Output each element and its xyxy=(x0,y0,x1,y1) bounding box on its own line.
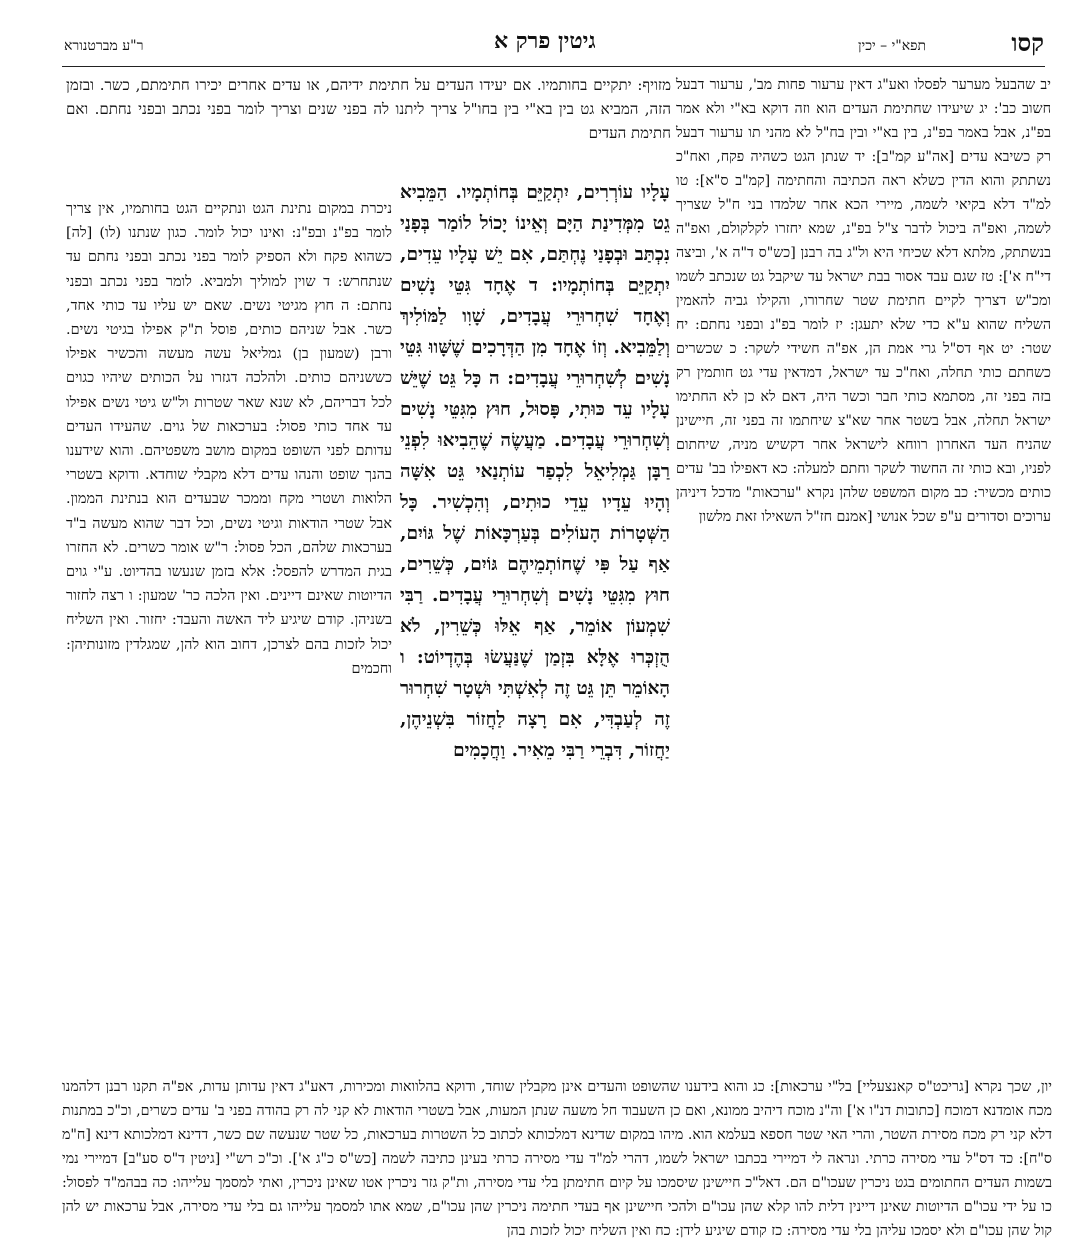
commentator-name: ר"ע מברטנורא xyxy=(64,38,144,54)
page-range: תפא"י – יכין xyxy=(857,38,926,54)
commentary-tiferet-yisrael: יב שהבעל מערער לפסלו ואע"ג דאין ערעור פחות מב', ערעור דבעל חשוב כב': יג שיעידו שחתימת העדים הוא וזה דוקא בא"י ולא אמר בפ"נ, אבל באמר בפ"נ, בין בא"י ובין בח"ל לא מהני תו ערעור דבעל רק כשיבא עדים [אה"ע קמ"ב]: יד שנתן הגט כשהיה פקח, ואח"כ נשתתק והוא הדין כשלא ראה הכתיבה והחתימה [קמ"ב ס"א]: טו למ"ד דלא בקיאי לשמה, מיירי הכא אחר שלמדו בני ח"ל שצריך לשמה, ואפ"ה ביכול לדבר צ"ל בפ"נ, שמא יחזרו לקלקולם, ואפ"ה בנשתתק, מלתא דלא שכיחי היא ול"ג בה רבנן [כש"ס ד"ה א', וביצה די"ח א']: טז שגם עבד אסור בבת ישראל עד שיקבל גט שנכתב לשמו ומכ"ש דצריך לקיים חתימת שטר שחרורו, והקילו גביה להאמין השליח שהוא ע"א כדי שלא יתעגן: יז לומר בפ"נ ובפני נחתם: יח שטר: יט אף דס"ל גרי אמת הן, אפ"ה חשידי לשקר: כ שכשרים כשחתם כותי תחלה, ואח"כ עד ישראל, דמדאין עדי גט חותמין רק בזה בפני זה, מסתמא כותי חבר וכשר היה, דאם לא כן לא החתימו ישראל תחלה, אבל בשטר אחר שא"צ שיחתמו זה בפני זה, חיישינן שהניח העד האחרון רווחא לישראל אחר דקשיש מניה, שיחתום לפניו, ובא כותי זה החשוד לשקר וחתם למעלה: כא דאפילו בב' עדים כותים מכשיר: כב מקום המשפט שלהן נקרא "ערכאות" מדכל דיניהן ערוכים וסדורים ע"פ שכל אנושי [אמנם חז"ל השאילו זאת מלשון xyxy=(676,77,1051,525)
tractate-title: גיטין פרק א xyxy=(494,28,596,54)
page-number: קסו xyxy=(1011,28,1044,57)
header-divider xyxy=(62,66,1045,67)
bartenura-commentary: ניכרת במקום נתינת הגט ונתקיים הגט בחותמיו, אין צריך לומר בפ"נ ובפ"נ: ואינו יכול לומר. כגון שנתנו (לו) [לה] כשהוא פקח ולא הספיק לומר בפני נכתב ובפני נחתם עד שנתחרש: ד שוין למוליך ולמביא. לומר בפני נכתב ובפני נחתם: ה חוץ מגיטי נשים. שאם יש עליו עד כותי אחד, כשר. אבל שניהם כותים, פוסל ת"ק אפילו בגיטי נשים. ורבן (שמעון בן) גמליאל עשה מעשה והכשיר אפילו כששניהם כותים. ולהלכה דגזרו על הכותים שיהיו כגוים לכל דבריהם, לא שנא שאר שטרות ול"ש גיטי נשים אפילו עד אחד כותי פסול: בערכאות של גוים. שהעידו העדים עדותם לפני השופט במקום מושב משפטיהם. והוא שידענו בהנך שופט והנהו עדים דלא מקבלי שוחדא. ודוקא בשטרי הלואות ושטרי מקח וממכר שבעדים הוא בנתינת הממון. אבל שטרי הודאות וגיטי נשים, וכל דבר שהוא מעשה ב"ד בערכאות שלהם, הכל פסול: ר"ש אומר כשרים. לא החזרו בגית המדרש להפסל: אלא בזמן שנעשו בהדיוט. ע"י גוים הדיוטות שאינם דיינים. ואין הלכה כר' שמעון: ו רצה לחזור בשניהן. קודם שיגיע ליד האשה והעבד: יחזור. ואין השליח יכול לזכות בהם לצרכן, דחוב הוא להן, שמגלדין מזונותיהן: וחכמים xyxy=(66,201,392,677)
bartenura-top: מזויף: יתקיים בחותמיו. אם יעידו העדים על חתימת ידיהם, או עדים אחרים יכירו חתימתם, כשר. ובזמן הזה, המביא גט בין בא"י בין בחו"ל צריך ליתנו לה בפני שנים וצריך לומר בפני נכתב ובפני נחתם. ואם חתימת העדים xyxy=(66,76,671,142)
commentary-bottom: יון, שכך נקרא [גריכט"ס קאנצעליי] בל"י ערכאות]: כג והוא בידענו שהשופט והעדים אינן מקבלין שוחד, ודוקא בהלוואות ומכירות, דאע"ג דאין עדותן עדות, אפ"ה תקנו רבנן דלהמנו מכח אומדנא דמוכח [כתובות דנ"ו א'] וה"נ מוכח דיהיב ממונא, ואם כן השעבוד חל משעה שנתן המעות, אבל בשטרי הודאות לא קני לה רק בהודה בפני ב' עדים כשרים, וכ"כ במתנות דלא קני רק מכח מסירת השטר, והרי האי שטר חספא בעלמא הוא. מיהו במקום שדינא דמלכותא לכתוב כל השטרות בערכאות, כל שטר שנעשה שם כשר, דדינא דמלכותא דינא [ח"מ ס"ח]: כד דס"ל עדי מסירה כרתי. ונראה לי דמיירי בכתבו ישראל לשמו, דהרי למ"ד עדי מסירה כרתי בעינן כתיבה לשמה [כש"ס כ"ג א']. וכ"כ רש"י [גיטין ד"ס סע"ב] דמיירי נמי בשמות העדים החתומים בגט ניכרין שעכו"ם הם. דאל"כ חיישינן שיסמכו על קיום חתימתן בלי עדי מסירה, ות"ק גזר ניכרין אטו שאינן ניכרין, ואתי למסמך עלייהו: כה בבהמ"ד לפסול: כו על ידי עכו"ם הדיוטות שאינן דיינין דלית להו קלא שהן עכו"ם ולהכי חיישינן אף בעדי חתימה ניכרין שהן עכו"ם, שמא אתו למסמך עלייהו גם בלי עדי מסירה, אבל ערכאות יש להן קול שהן עכו"ם ולא יסמכו עליהן בלי עדי מסירה: כז קודם שיגיע לידן: כח ואין השליח יכול לזכות בהן xyxy=(62,1079,1052,1239)
page-header xyxy=(64,28,1044,64)
mishnah-text: עָלָיו עוֹרְרִים, יִתְקַיֵּם בְּחוֹתְמָיו. הַמֵּבִיא גֵט מִמְּדִינַת הַיָּם וְאֵינוֹ יָכוֹל לוֹמַר בְּפָנַי נִכְתַּב וּבְפָנַי נֶחְתַּם, אִם יֵשׁ עָלָיו עֵדִים, יִתְקַיֵּם בְּחוֹתְמָיו: ד אֶחָד גִּטֵּי נָשִׁים וְאֶחָד שִׁחְרוּרֵי עֲבָדִים, שָׁוִו לַמּוֹלִיךְ וְלַמֵּבִיא. וְזוֹ אֶחָד מִן הַדְּרָכִים שֶׁשָּׁווּ גִּטֵּי נָשִׁים לְשִׁחְרוּרֵי עֲבָדִים: ה כָּל גֵּט שֶׁיֵּשׁ עָלָיו עֵד כּוּתִי, פָּסוּל, חוּץ מִגִּטֵּי נָשִׁים וְשִׁחְרוּרֵי עֲבָדִים. מַעֲשֶׂה שֶׁהֵבִיאוּ לִפְנֵי רַבָּן גַּמְלִיאֵל לִכְפַר עוֹתְנַאי גֵּט אִשָּׁה וְהָיוּ עֵדָיו עֵדֵי כוּתִים, וְהִכְשִׁיר. כָּל הַשְּׁטָרוֹת הָעוֹלִים בְּעַרְכָּאוֹת שֶׁל גּוֹיִם, אַף עַל פִּי שֶׁחוֹתְמֵיהֶם גּוֹיִם, כְּשֵׁרִים, חוּץ מִגִּטֵּי נָשִׁים וְשִׁחְרוּרֵי עֲבָדִים. רַבִּי שִׁמְעוֹן אוֹמֵר, אַף אֵלּוּ כְּשֵׁרִין, לֹא הֻזְכְּרוּ אֶלָּא בִּזְמַן שֶׁנַּעֲשׂוּ בְּהֶדְיוֹט: ו הָאוֹמֵר תֵּן גֵּט זֶה לְאִשְׁתִּי וּשְׁטָר שִׁחְרוּר זֶה לְעַבְדִּי, אִם רָצָה לַחֲזוֹר בִּשְׁנֵיהֶן, יַחֲזוֹר, דִּבְרֵי רַבִּי מֵאִיר. וַחֲכָמִים xyxy=(400,182,670,761)
